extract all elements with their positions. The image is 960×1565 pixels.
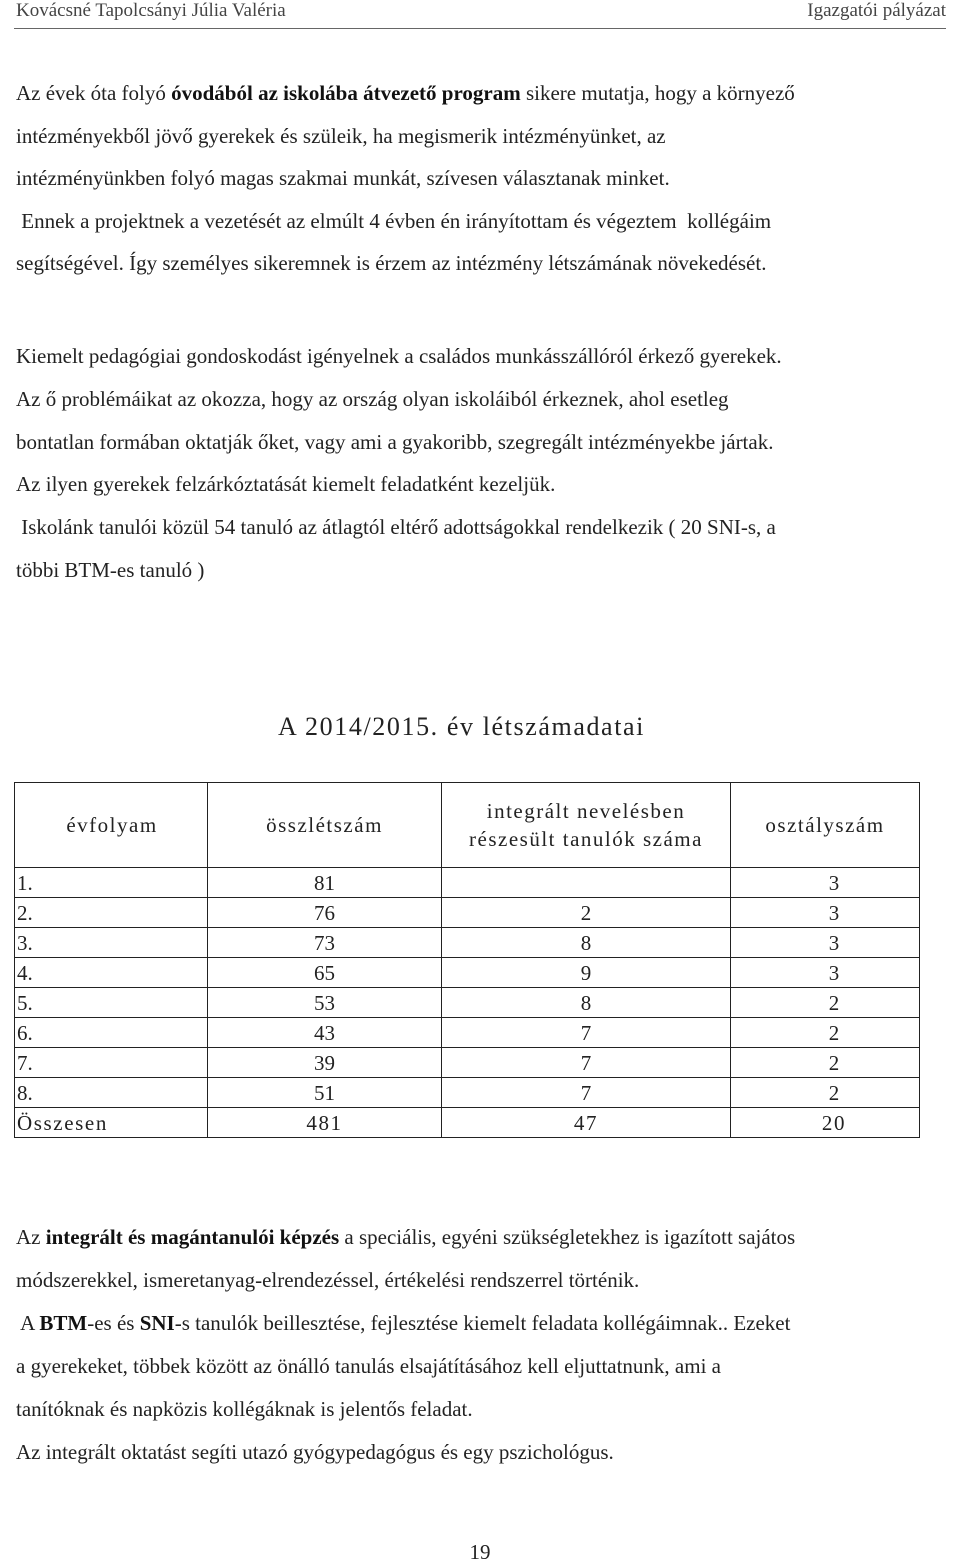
page-number: 19 xyxy=(469,1540,491,1564)
cell-classes: 20 xyxy=(731,1108,920,1138)
table-total-row xyxy=(15,1108,920,1138)
paragraph-line: többi BTM-es tanuló ) xyxy=(16,557,205,582)
cell-integrated: 8 xyxy=(442,928,731,958)
cell-total: 43 xyxy=(208,1018,442,1048)
paragraph-special-care xyxy=(16,335,946,592)
table-header-row xyxy=(15,783,920,868)
paragraph-line: tanítóknak és napközis kollégáknak is jelentős feladat. xyxy=(16,1397,473,1421)
cell-total-label: Összesen xyxy=(15,1108,208,1138)
cell-total: 65 xyxy=(208,958,442,988)
paragraph-transition-program xyxy=(16,72,946,285)
bold-phrase: óvodából az iskolába átvezető program xyxy=(171,81,521,105)
paragraph-line: segítségével. Így személyes sikeremnek is érzem az intézmény létszámának növekedését. xyxy=(16,251,767,275)
paragraph-line: Kiemelt pedagógiai gondoskodást igényelnek a családos munkásszállóról érkező gyerekek. xyxy=(16,344,782,368)
cell-grade: 6. xyxy=(15,1018,208,1048)
cell-total: 51 xyxy=(208,1078,442,1108)
cell-grade: 1. xyxy=(15,868,208,898)
table-title: A 2014/2015. év létszámadatai xyxy=(278,712,645,741)
table-row xyxy=(15,1078,920,1108)
cell-integrated: 9 xyxy=(442,958,731,988)
paragraph-line: Az évek óta folyó óvodából az iskolába átvezető program sikere mutatja, hogy a környező xyxy=(16,81,795,105)
paragraph-line: Az integrált és magántanulói képzés a speciális, egyéni szükségletekhez is igazított sajátos xyxy=(16,1225,796,1249)
cell-total: 53 xyxy=(208,988,442,1018)
paragraph-line: intézményekből jövő gyerekek és szüleik, ha megismerik intézményünket, az xyxy=(16,123,666,148)
cell-total: 81 xyxy=(208,868,442,898)
page-header xyxy=(0,0,960,34)
cell-grade: 5. xyxy=(15,988,208,1018)
table-row xyxy=(15,928,920,958)
paragraph-line: Ennek a projektnek a vezetését az elmúlt 4 évben én irányítottam és végeztem kollégáim xyxy=(16,208,772,233)
header-author: Kovácsné Tapolcsányi Júlia Valéria xyxy=(16,0,286,21)
header-document-title: Igazgatói pályázat xyxy=(807,0,946,21)
cell-total: 76 xyxy=(208,898,442,928)
cell-classes: 3 xyxy=(731,928,920,958)
cell-grade: 3. xyxy=(15,928,208,958)
enrollment-table xyxy=(14,782,920,1138)
cell-integrated: 7 xyxy=(442,1018,731,1048)
paragraph-line: Az ő problémáikat az okozza, hogy az ország olyan iskoláiból érkeznek, ahol esetleg xyxy=(16,386,729,411)
cell-integrated: 2 xyxy=(442,898,731,928)
column-header-integrated: integrált nevelésben részesült tanulók száma xyxy=(442,783,731,868)
bold-phrase: integrált és magántanulói képzés xyxy=(45,1225,340,1249)
table-row xyxy=(15,988,920,1018)
cell-grade: 7. xyxy=(15,1048,208,1078)
paragraph-line: a gyerekeket, többek között az önálló tanulás elsajátításához kell eljuttatnunk, ami a xyxy=(16,1354,721,1378)
cell-grade: 2. xyxy=(15,898,208,928)
paragraph-line: bontatlan formában oktatják őket, vagy ami a gyakoribb, szegregált intézményekbe jártak. xyxy=(16,429,774,454)
table-row xyxy=(15,868,920,898)
cell-grade: 8. xyxy=(15,1078,208,1108)
paragraph-integrated-education xyxy=(16,1216,946,1474)
cell-integrated: 7 xyxy=(442,1078,731,1108)
paragraph-line: Iskolánk tanulói közül 54 tanuló az átlagtól eltérő adottságokkal rendelkezik ( 20 SNI-s, a xyxy=(16,515,776,540)
table-row xyxy=(15,1048,920,1078)
paragraph-line: Az ilyen gyerekek felzárkóztatását kiemelt feladatként kezeljük. xyxy=(16,472,556,497)
cell-total: 39 xyxy=(208,1048,442,1078)
column-header-total: összlétszám xyxy=(208,783,442,868)
paragraph-line: módszerekkel, ismeretanyag-elrendezéssel, értékelési rendszerrel történik. xyxy=(16,1268,640,1292)
header-rule xyxy=(14,28,946,29)
cell-integrated: 7 xyxy=(442,1048,731,1078)
paragraph-line: A BTM-es és SNI-s tanulók beillesztése, fejlesztése kiemelt feladata kollégáimnak.. Ezeket xyxy=(16,1311,791,1335)
cell-integrated xyxy=(442,868,731,898)
table-row xyxy=(15,1018,920,1048)
cell-classes: 2 xyxy=(731,988,920,1018)
bold-phrase: SNI xyxy=(139,1311,175,1335)
cell-integrated: 8 xyxy=(442,988,731,1018)
cell-classes: 3 xyxy=(731,958,920,988)
cell-total: 73 xyxy=(208,928,442,958)
cell-classes: 2 xyxy=(731,1078,920,1108)
paragraph-line: Az integrált oktatást segíti utazó gyógypedagógus és egy pszichológus. xyxy=(16,1440,614,1464)
bold-phrase: BTM xyxy=(39,1311,88,1335)
cell-classes: 3 xyxy=(731,898,920,928)
table-row xyxy=(15,958,920,988)
cell-classes: 2 xyxy=(731,1048,920,1078)
cell-classes: 3 xyxy=(731,868,920,898)
cell-integrated: 47 xyxy=(442,1108,731,1138)
cell-total: 481 xyxy=(208,1108,442,1138)
column-header-classes: osztályszám xyxy=(731,783,920,868)
table-row xyxy=(15,898,920,928)
paragraph-line: intézményünkben folyó magas szakmai munkát, szívesen választanak minket. xyxy=(16,166,670,190)
cell-grade: 4. xyxy=(15,958,208,988)
column-header-grade: évfolyam xyxy=(15,783,208,868)
cell-classes: 2 xyxy=(731,1018,920,1048)
